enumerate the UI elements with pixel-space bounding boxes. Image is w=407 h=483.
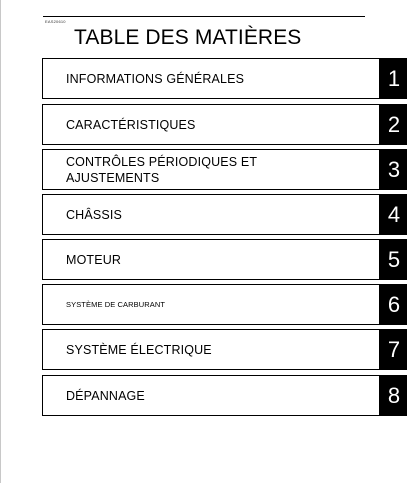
toc-item-systeme-de-carburant[interactable] bbox=[42, 284, 407, 325]
toc-item-label: SYSTÈME DE CARBURANT bbox=[66, 299, 166, 309]
section-tab[interactable] bbox=[379, 329, 407, 370]
toc-item-box bbox=[42, 329, 379, 370]
toc-item-label: CONTRÔLES PÉRIODIQUES ET AJUSTEMENTS bbox=[66, 154, 257, 185]
toc-item-informations-generales[interactable] bbox=[42, 58, 407, 99]
toc-item-label: INFORMATIONS GÉNÉRALES bbox=[66, 71, 245, 86]
toc-item-depannage[interactable] bbox=[42, 375, 407, 416]
section-number: 7 bbox=[387, 336, 401, 362]
section-tab[interactable] bbox=[379, 284, 407, 325]
toc-item-box bbox=[42, 239, 379, 280]
section-tab[interactable] bbox=[379, 194, 407, 235]
toc-item-controles-periodiques[interactable] bbox=[42, 149, 407, 190]
page-edge bbox=[0, 0, 1, 483]
toc-item-label: CHÂSSIS bbox=[66, 207, 122, 222]
toc-item-box bbox=[42, 104, 379, 145]
section-number: 1 bbox=[387, 65, 401, 91]
toc-item-moteur[interactable] bbox=[42, 239, 407, 280]
section-number: 6 bbox=[387, 291, 401, 317]
toc-item-box bbox=[42, 194, 379, 235]
toc-item-label: DÉPANNAGE bbox=[66, 388, 145, 403]
section-number: 4 bbox=[387, 201, 401, 227]
section-number: 8 bbox=[387, 382, 401, 408]
section-tab[interactable] bbox=[379, 58, 407, 99]
toc-item-label: MOTEUR bbox=[66, 252, 122, 267]
section-tab[interactable] bbox=[379, 375, 407, 416]
section-number: 5 bbox=[387, 246, 401, 272]
section-tab[interactable] bbox=[379, 149, 407, 190]
toc-item-box bbox=[42, 149, 379, 190]
section-number: 3 bbox=[387, 156, 401, 182]
toc-item-box bbox=[42, 375, 379, 416]
toc-item-caracteristiques[interactable] bbox=[42, 104, 407, 145]
toc-item-chassis[interactable] bbox=[42, 194, 407, 235]
toc-item-label: CARACTÉRISTIQUES bbox=[66, 117, 196, 132]
toc-item-box bbox=[42, 284, 379, 325]
toc-item-systeme-electrique[interactable] bbox=[42, 329, 407, 370]
toc-item-box bbox=[42, 58, 379, 99]
section-number: 2 bbox=[387, 111, 401, 137]
section-tab[interactable] bbox=[379, 104, 407, 145]
header-rule bbox=[43, 16, 365, 17]
section-tab[interactable] bbox=[379, 239, 407, 280]
document-code: EAS20610 bbox=[45, 19, 66, 24]
toc-item-label: SYSTÈME ÉLECTRIQUE bbox=[66, 342, 212, 357]
page-title: TABLE DES MATIÈRES bbox=[74, 26, 302, 49]
